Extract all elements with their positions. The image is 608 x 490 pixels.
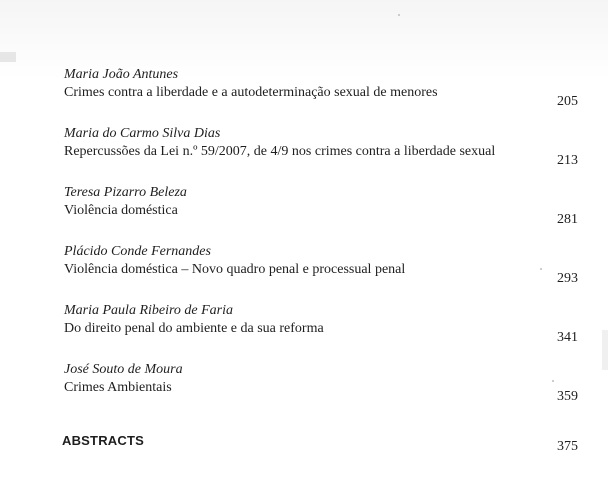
entry-page-number: 341 <box>557 330 578 345</box>
toc-entry <box>64 302 584 361</box>
entry-title: Violência doméstica <box>64 203 178 218</box>
entry-author: José Souto de Moura <box>64 362 183 377</box>
toc-entry <box>64 243 584 302</box>
toc-entry <box>64 66 584 125</box>
table-of-contents <box>64 66 584 420</box>
entry-title: Do direito penal do ambiente e da sua reforma <box>64 321 324 336</box>
entry-author: Maria do Carmo Silva Dias <box>64 126 221 141</box>
entry-title: Crimes Ambientais <box>64 380 172 395</box>
abstracts-entry <box>62 432 584 454</box>
entry-author: Maria João Antunes <box>64 67 179 82</box>
entry-title: Repercussões da Lei n.º 59/2007, de 4/9 nos crimes contra a liberdade sexual <box>64 144 496 159</box>
entry-title: Violência doméstica – Novo quadro penal e processual penal <box>64 262 406 277</box>
entry-page-number: 205 <box>557 94 578 109</box>
entry-page-number: 213 <box>557 153 578 168</box>
scan-edge-mark <box>602 330 608 370</box>
entry-page-number: 281 <box>557 212 578 227</box>
toc-entry <box>64 361 584 420</box>
entry-author: Maria Paula Ribeiro de Faria <box>64 303 234 318</box>
toc-entry <box>64 125 584 184</box>
scan-speck <box>398 14 400 16</box>
scan-edge-mark <box>0 52 16 62</box>
entry-page-number: 293 <box>557 271 578 286</box>
entry-title: Crimes contra a liberdade e a autodeterminação sexual de menores <box>64 85 438 100</box>
abstracts-page-number: 375 <box>557 439 578 454</box>
toc-entry <box>64 184 584 243</box>
entry-author: Plácido Conde Fernandes <box>64 244 211 259</box>
entry-page-number: 359 <box>557 389 578 404</box>
abstracts-label: ABSTRACTS <box>62 433 144 448</box>
entry-author: Teresa Pizarro Beleza <box>64 185 187 200</box>
